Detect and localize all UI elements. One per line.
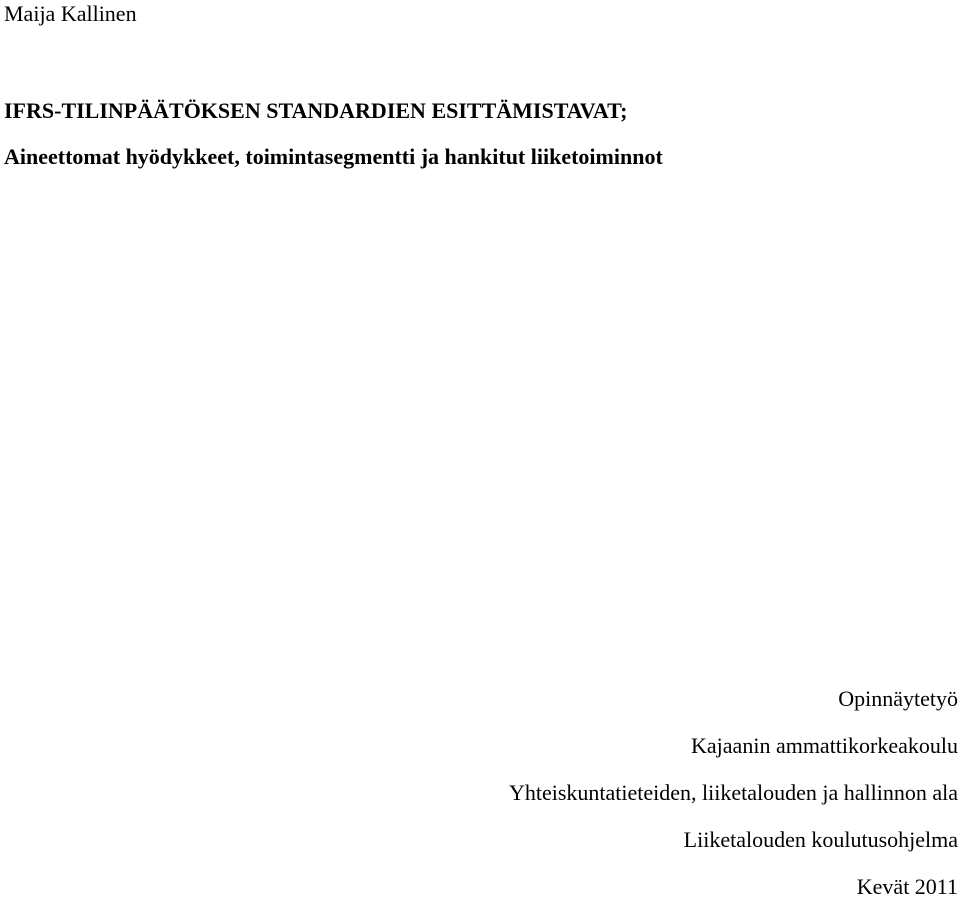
degree-programme: Liiketalouden koulutusohjelma bbox=[683, 827, 958, 852]
thesis-info bbox=[509, 686, 958, 900]
thesis-title bbox=[4, 98, 663, 170]
author-name: Maija Kallinen bbox=[4, 1, 137, 26]
department: Yhteiskuntatieteiden, liiketalouden ja hallinnon ala bbox=[508, 780, 958, 805]
institution: Kajaanin ammattikorkeakoulu bbox=[691, 733, 958, 758]
date: Kevät 2011 bbox=[856, 874, 958, 899]
document-type: Opinnäytetyö bbox=[838, 686, 958, 711]
title-line-2: Aineettomat hyödykkeet, toimintasegmentti ja hankitut liiketoiminnot bbox=[4, 144, 663, 169]
title-line-1: IFRS-TILINPÄÄTÖKSEN STANDARDIEN ESITTÄMISTAVAT; bbox=[4, 98, 628, 123]
